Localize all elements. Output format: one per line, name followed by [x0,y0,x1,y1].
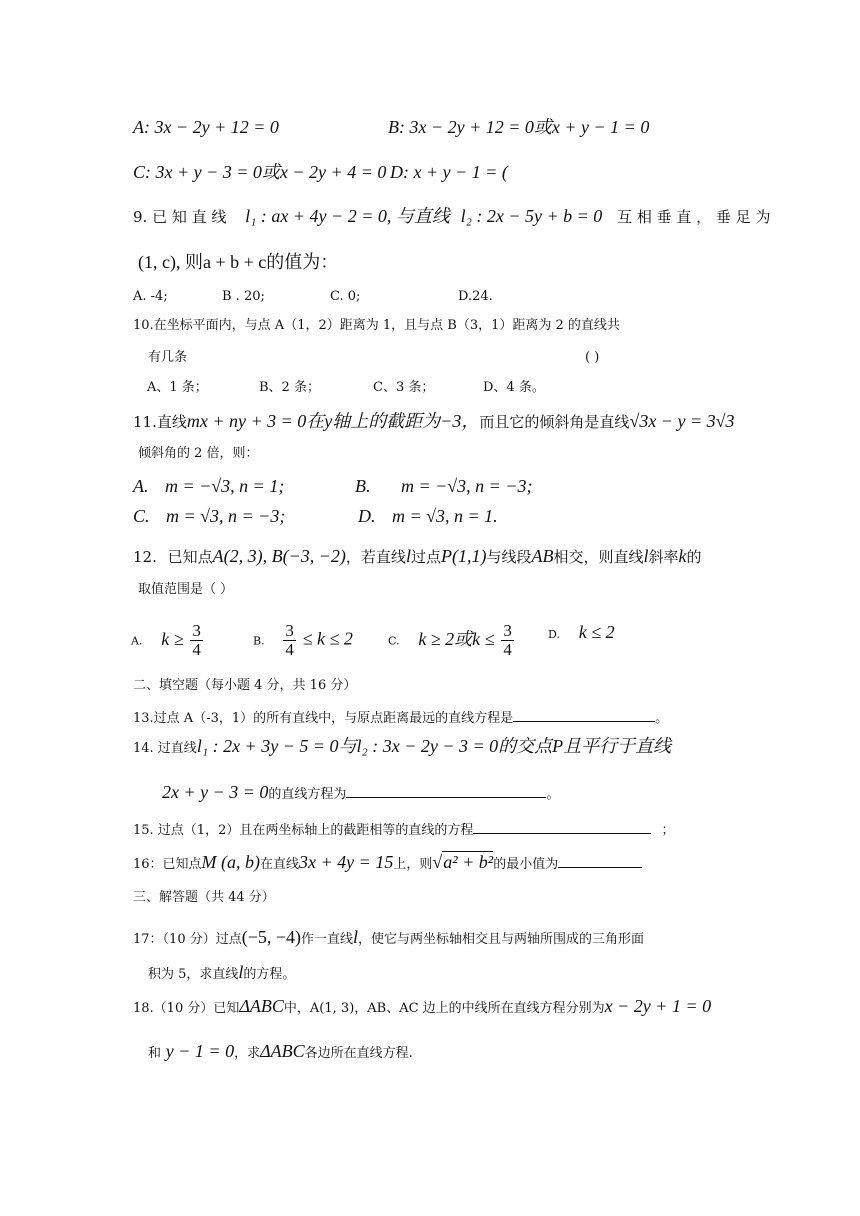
q11-option-b-label: B. [355,476,371,496]
q16-sqrt-body: a² + b² [443,852,494,872]
q17-text-e: 的方程。 [243,967,296,982]
q12-option-c-text: k ≥ 2或k ≤ [418,628,495,649]
q9-l1-eq: l₁ : ax + 4y − 2 = 0, 与直线 [245,206,450,226]
q12-text-c: 过点 [410,548,441,566]
q12-option-c-label: C. [388,634,400,648]
q12-line-l: l [405,546,411,566]
q17-point: (−5, −4) [241,927,302,947]
q13 [133,705,668,729]
q12-option-c [388,622,516,658]
q8-option-c: C: 3x + y − 3 = 0或x − 2y + 4 = 0 [133,162,387,182]
q16-text-d: 的最小值为 [493,857,559,872]
q13-text: 13.过点 A（-3，1）的所有直线中，与原点距离最远的直线方程是 [133,711,514,726]
q11-option-d [358,506,498,526]
frac-den: 4 [503,640,512,659]
q17-text-d: 积为 5，求直线 [148,967,239,982]
q11-eq2: √3x − y = 3√3 [629,411,735,431]
q11-option-a [133,476,284,496]
q14-prefix: 14. 过直线 [133,741,197,756]
q12-text-d: 与线段 [486,548,532,566]
q10-line2: 有几条 [148,350,188,365]
q10-option-c: C、3 条； [373,380,435,395]
q17-line-l: l [353,927,359,947]
q17-line1 [133,927,644,950]
q15-text: 15. 过点（1，2）且在两坐标轴上的截距相等的直线的方程 [133,823,474,838]
q15 [133,817,675,841]
q12-text-g: 的 [686,548,702,566]
q14-eq2: 2x + y − 3 = 0 [162,782,269,802]
q11-option-c-text: m = √3, n = −3; [166,506,286,526]
frac-den: 4 [285,640,294,659]
q12-point-p: P(1,1) [440,546,487,566]
q8-option-d: D: x + y − 1 = ( [390,162,508,182]
q11-option-a-text: m = −√3, n = 1; [165,476,285,496]
q9-option-b: B . 20; [222,289,265,304]
q11-option-c-label: C. [133,506,150,526]
q18-eq1: x − 2y + 1 = 0 [604,996,712,1016]
q12-option-b-text: ≤ k ≤ 2 [302,628,353,649]
q18-line1 [133,996,711,1019]
q12-option-d-text: k ≤ 2 [578,622,615,642]
q11-line2: 倾斜角的 2 倍，则： [138,446,259,461]
q10-option-b: B、2 条； [259,380,320,395]
q12-text-e: 相交，则直线 [553,548,644,566]
q11-option-b [355,476,532,496]
q14-answer-blank [346,781,546,798]
frac-num: 3 [192,621,201,640]
q10-option-a: A、1 条； [147,380,208,395]
q12-line1 [133,546,702,567]
q8-option-a: A: 3x − 2y + 12 = 0 [133,117,279,137]
q13-answer-blank [513,705,655,722]
frac-num: 3 [285,621,294,640]
q16-point-m: M (a, b) [201,852,261,872]
q16-answer-blank [558,851,642,868]
q15-answer-blank [473,817,651,834]
q9-line2: (1, c), 则a + b + c的值为： [138,252,339,272]
q18-line2 [148,1041,413,1064]
section-answer-heading: 三、解答题（共 44 分） [133,890,275,905]
q18-text-e: 各边所在直线方程. [304,1046,413,1061]
q18-text-b: 中，A(1, 3)，AB、AC 边上的中线所在直线方程分别为 [283,1001,605,1016]
q12-text-f: 斜率 [648,548,679,566]
q12-number: 12. [133,548,157,566]
q9-option-d: D.24. [458,289,493,304]
q16 [133,851,642,875]
q17-line-l2: l [238,962,244,982]
q11-option-b-text: m = −√3, n = −3; [401,476,533,496]
q14-line2 [162,781,559,805]
q12-option-b-fraction [283,622,296,659]
q17-text-c: ，使它与两坐标轴相交且与两轴所围成的三角形面 [358,932,645,947]
q16-sqrt: √a² + b² [432,852,494,872]
q9-option-a: A. -4; [133,289,168,304]
q12-option-c-fraction [501,622,514,659]
q9-suffix: 互 相 垂 直 ， 垂 足 为 [617,208,771,226]
q12-points: A(2, 3), B(−3, −2) [212,546,346,566]
q8-option-b: B: 3x − 2y + 12 = 0或x + y − 1 = 0 [388,117,650,137]
q12-text-a: 已知点 [167,548,213,566]
q16-eq: 3x + 4y = 15 [299,852,394,872]
frac-num: 3 [503,621,512,640]
q10-option-d: D、4 条。 [483,380,545,395]
q10-answer-paren: ( ) [585,350,600,365]
q10-line1: 10.在坐标平面内，与点 A（1，2）距离为 1，且与点 B（3，1）距离为 2 的直线共 [133,318,620,333]
q11-option-d-label: D. [358,506,376,526]
q14-text: 的直线方程为 [268,787,347,802]
q12-option-b-label: B. [253,634,265,648]
q18-triangle2: ΔABC [260,1041,305,1061]
q9-line1 [133,206,770,227]
q12-line-l2: l [643,546,649,566]
q11-option-a-label: A. [133,476,149,496]
q11-option-d-text: m = √3, n = 1. [392,506,498,526]
q12-text-b: ，若直线 [345,548,406,566]
q14-line1 [133,736,671,759]
q12-option-a-text: k ≥ [161,628,184,649]
frac-den: 4 [192,640,201,659]
q16-text-c: 上，则 [393,857,433,872]
q11-mid: 而且它的倾斜角是直线 [479,413,630,431]
q12-segment-ab: AB [531,546,554,566]
q18-text-d: ，求 [234,1046,261,1061]
q12-option-d-label: D. [548,628,560,641]
q15-end: ； [661,823,675,838]
q9-option-c: C. 0; [330,289,361,304]
q14-eq: l₁ : 2x + 3y − 5 = 0与l₂ : 3x − 2y − 3 = 0的交点P且平行于直线 [196,736,672,756]
q18-text-c: 和 [148,1046,162,1061]
q12-option-d [548,622,615,658]
q11-eq: mx + ny + 3 = 0在y轴上的截距为−3， [186,411,480,431]
q14-end: 。 [546,787,560,802]
q16-text-b: 在直线 [260,857,300,872]
q12-option-a-label: A. [131,634,143,648]
q18-eq2: y − 1 = 0 [165,1041,235,1061]
q13-end: 。 [655,711,669,726]
q12-option-a [131,622,205,658]
q11-option-c [133,506,285,526]
q17-prefix: 17：（10 分）过点 [133,932,242,947]
q11-line1 [133,411,734,432]
q18-triangle: ΔABC [239,996,284,1016]
q12-option-a-fraction [190,622,203,659]
q12-option-b [253,622,353,658]
q11-prefix: 11.直线 [133,413,187,431]
q18-prefix: 18.（10 分）已知 [133,1001,240,1016]
q12-line2: 取值范围是（ ） [138,582,234,597]
q16-text-a: 16：已知点 [133,857,202,872]
q12-slope-k: k [678,546,687,566]
q17-line2 [148,962,295,985]
section-fill-in-heading: 二、填空题（每小题 4 分，共 16 分） [133,678,357,693]
q17-text-b: 作一直线 [301,932,354,947]
q9-prefix: 9. 已 知 直 线 [133,208,227,226]
q9-l2-eq: l₂ : 2x − 5y + b = 0 [460,206,603,226]
